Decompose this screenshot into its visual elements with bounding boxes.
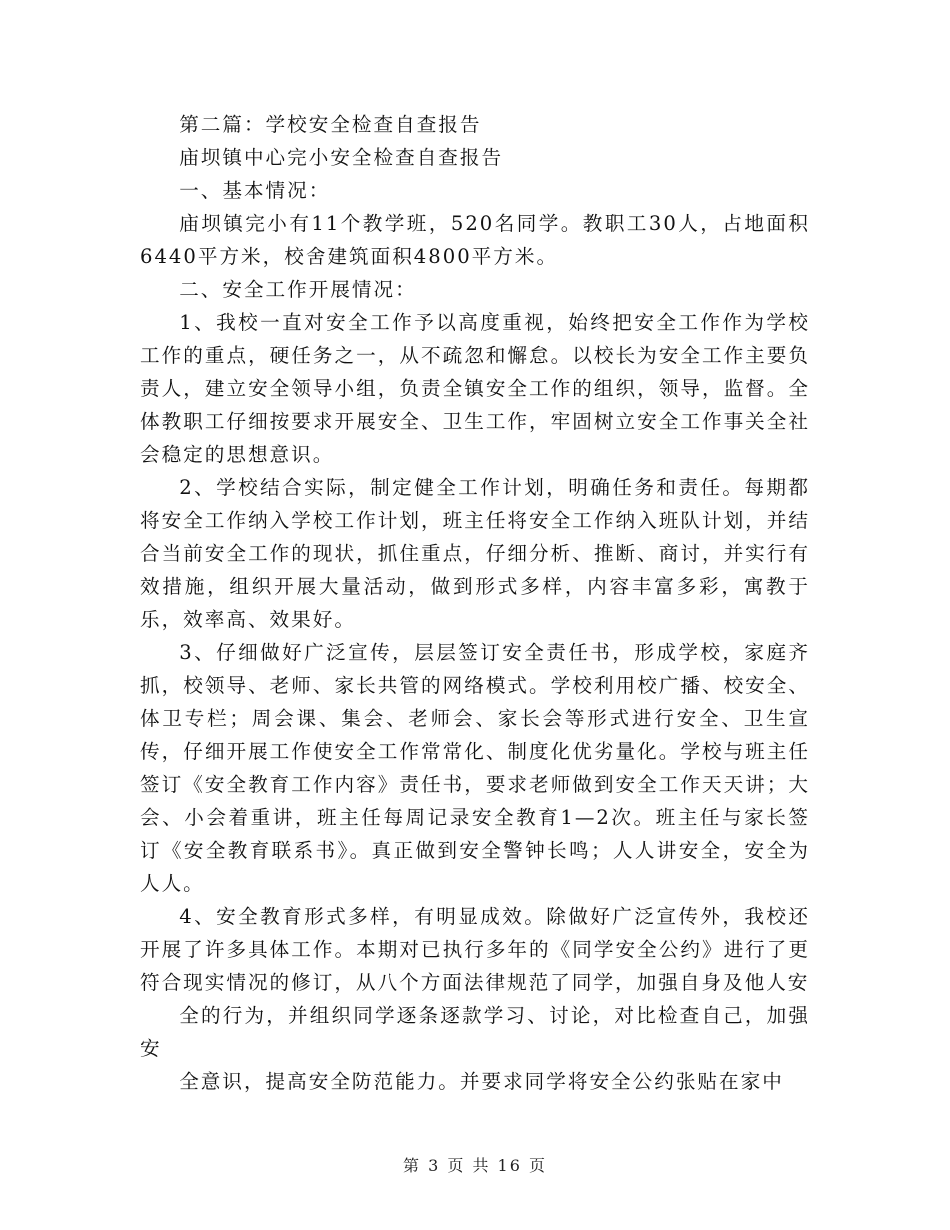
document-body xyxy=(140,108,810,1098)
page-number: 第 3 页 共 16 页 xyxy=(403,1156,547,1175)
report-title: 庙坝镇中心完小安全检查自查报告 xyxy=(179,146,504,169)
heading-basic-info: 一、基本情况： xyxy=(179,179,331,202)
paragraph-continued-2: 全意识，提高安全防范能力。并要求同学将安全公约张贴在家中 xyxy=(179,1070,784,1093)
paragraph-item-4: 4、安全教育形式多样，有明显成效。除做好广泛宣传外，我校还开展了许多具体工作。本期对已执行多年的《同学安全公约》进行了更符合现实情况的修订，从八个方面法律规范了同学，加强自身及他人安 xyxy=(140,905,810,994)
section-title: 第二篇：学校安全检查自查报告 xyxy=(179,113,482,136)
paragraph-basic-info: 庙坝镇完小有11个教学班，520名同学。教职工30人，占地面积6440平方米，校舍建筑面积4800平方米。 xyxy=(140,212,810,268)
paragraph-item-2: 2、学校结合实际，制定健全工作计划，明确任务和责任。每期都将安全工作纳入学校工作计划，班主任将安全工作纳入班队计划，并结合当前安全工作的现状，抓住重点，仔细分析、推断、商讨，并实行有效措施，组织开展大量活动，做到形式多样，内容丰富多彩，寓教于乐，效率高、效果好。 xyxy=(140,476,810,631)
paragraph-item-1: 1、我校一直对安全工作予以高度重视，始终把安全工作作为学校工作的重点，硬任务之一，从不疏忽和懈怠。以校长为安全工作主要负责人，建立安全领导小组，负责全镇安全工作的组织，领导，监督。全体教职工仔细按要求开展安全、卫生工作，牢固树立安全工作事关全社会稳定的思想意识。 xyxy=(140,311,810,466)
paragraph-continued-1: 全的行为，并组织同学逐条逐款学习、讨论，对比检查自己，加强安 xyxy=(140,1004,810,1060)
heading-safety-work: 二、安全工作开展情况： xyxy=(179,278,417,301)
paragraph-item-3: 3、仔细做好广泛宣传，层层签订安全责任书，形成学校，家庭齐抓，校领导、老师、家长共管的网络模式。学校利用校广播、校安全、体卫专栏；周会课、集会、老师会、家长会等形式进行安全、卫生宣传，仔细开展工作使安全工作常常化、制度化优劣量化。学校与班主任签订《安全教育工作内容》责任书，要求老师做到安全工作天天讲；大会、小会着重讲，班主任每周记录安全教育1—2次。班主任与家长签订《安全教育联系书》。真正做到安全警钟长鸣；人人讲安全，安全为人人。 xyxy=(140,641,810,895)
